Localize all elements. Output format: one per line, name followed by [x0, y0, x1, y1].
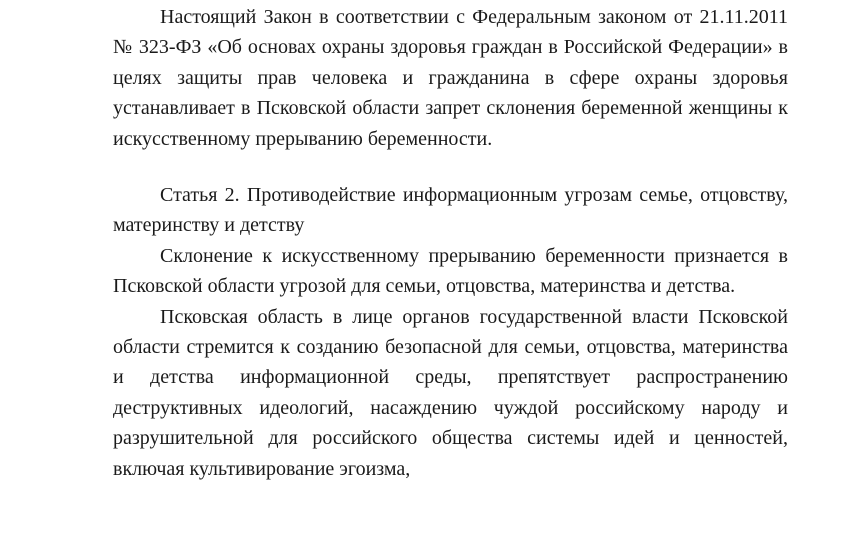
intro-paragraph: Настоящий Закон в соответствии с Федеральным законом от 21.11.2011 № 323-ФЗ «Об основах охраны здоровья граждан в Российской Федерации» в целях защиты прав человека и гражданина в сфере охраны здоровья устанавливает в Псковской области запрет склонения беременной женщины к искусственному прерыванию беременности. — [113, 6, 788, 150]
article-2-paragraph-1: Склонение к искусственному прерыванию беременности признается в Псковской области угрозой для семьи, отцовства, материнства и детства. — [113, 244, 788, 298]
document-body — [113, 2, 788, 484]
article-2-heading: Статья 2. Противодействие информационным угрозам семье, отцовству, материнству и детству — [113, 184, 788, 237]
paragraph-spacer — [113, 154, 788, 180]
article-2-paragraph-2: Псковская область в лице органов государственной власти Псковской области стремится к созданию безопасной для семьи, отцовства, материнства и детства информационной среды, препятствует распространению деструктивных идеологий, насаждению чуждой российскому народу и разрушительной для российского общества системы идей и ценностей, включая культивирование эгоизма, — [113, 305, 788, 480]
